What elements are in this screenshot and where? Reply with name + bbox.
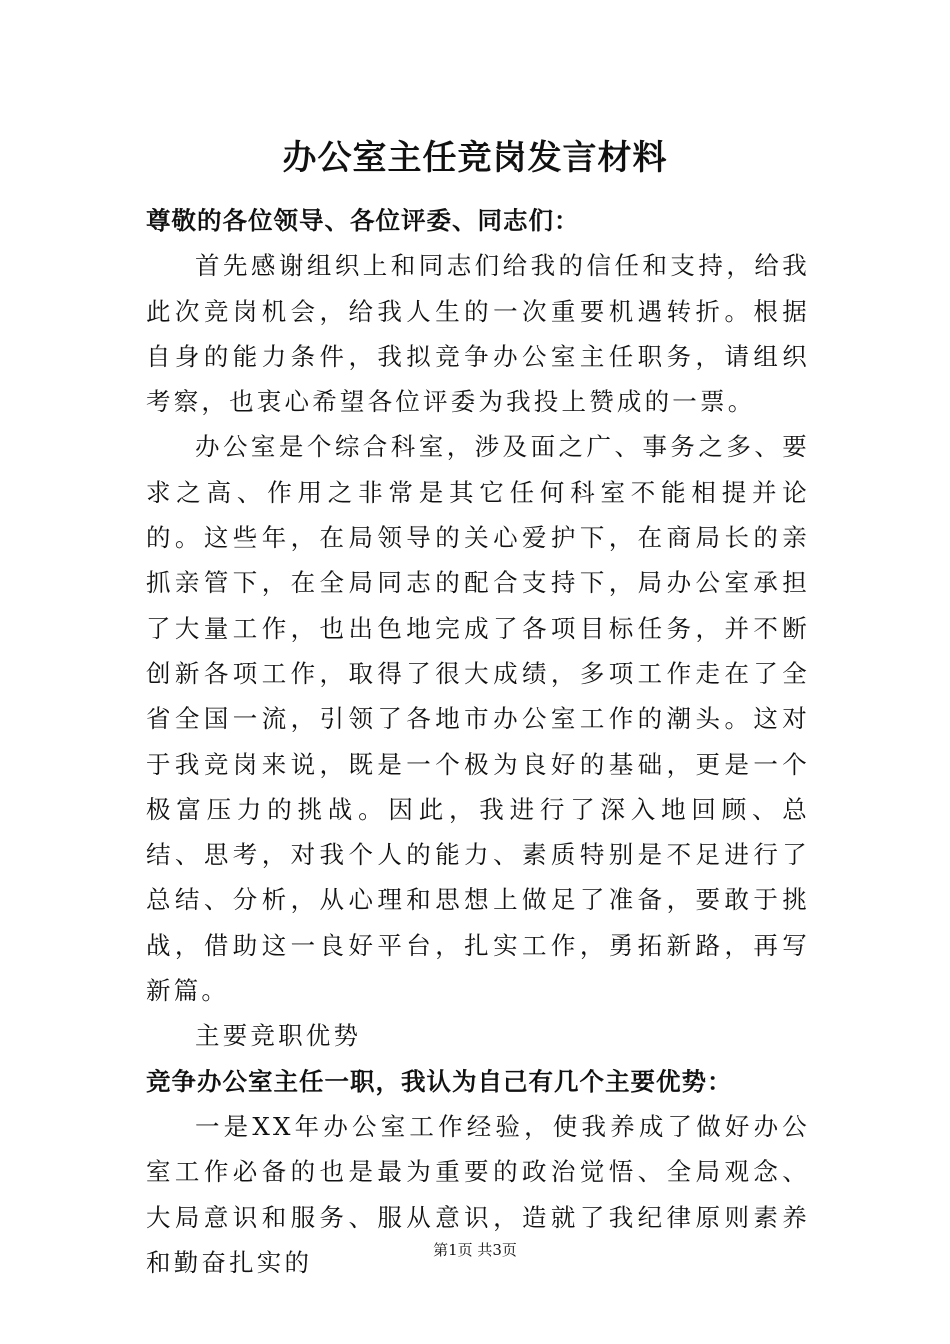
subheading-advantages: 主要竞职优势 — [195, 1021, 362, 1051]
advantages-intro: 竞争办公室主任一职，我认为自己有几个主要优势： — [146, 1066, 733, 1096]
document-body — [146, 198, 810, 1285]
page-footer: 第1页 共3页 — [433, 1241, 517, 1259]
salutation: 尊敬的各位领导、各位评委、同志们： — [146, 206, 580, 235]
paragraph-advantage-one: 一是XX年办公室工作经验，使我养成了做好办公室工作必备的也是最为重要的政治觉悟、全局观念、大局意识和服务、服从意识，造就了我纪律原则素养和勤奋扎实的 — [146, 1111, 810, 1277]
paragraph-office-overview: 办公室是个综合科室，涉及面之广、事务之多、要求之高、作用之非常是其它任何科室不能相提并论的。这些年，在局领导的关心爱护下，在商局长的亲抓亲管下，在全局同志的配合支持下，局办公室承担了大量工作，也出色地完成了各项目标任务，并不断创新各项工作，取得了很大成绩，多项工作走在了全省全国一流，引领了各地市办公室工作的潮头。这对于我竞岗来说，既是一个极为良好的基础，更是一个极富压力的挑战。因此，我进行了深入地回顾、总结、思考，对我个人的能力、素质特别是不足进行了总结、分析，从心理和思想上做足了准备，要敢于挑战，借助这一良好平台，扎实工作，勇拓新路，再写新篇。 — [146, 432, 810, 1006]
document-title: 办公室主任竞岗发言材料 — [282, 138, 668, 178]
paragraph-thanks: 首先感谢组织上和同志们给我的信任和支持，给我此次竞岗机会，给我人生的一次重要机遇转折。根据自身的能力条件，我拟竞争办公室主任职务，请组织考察，也衷心希望各位评委为我投上赞成的一票。 — [146, 251, 810, 417]
